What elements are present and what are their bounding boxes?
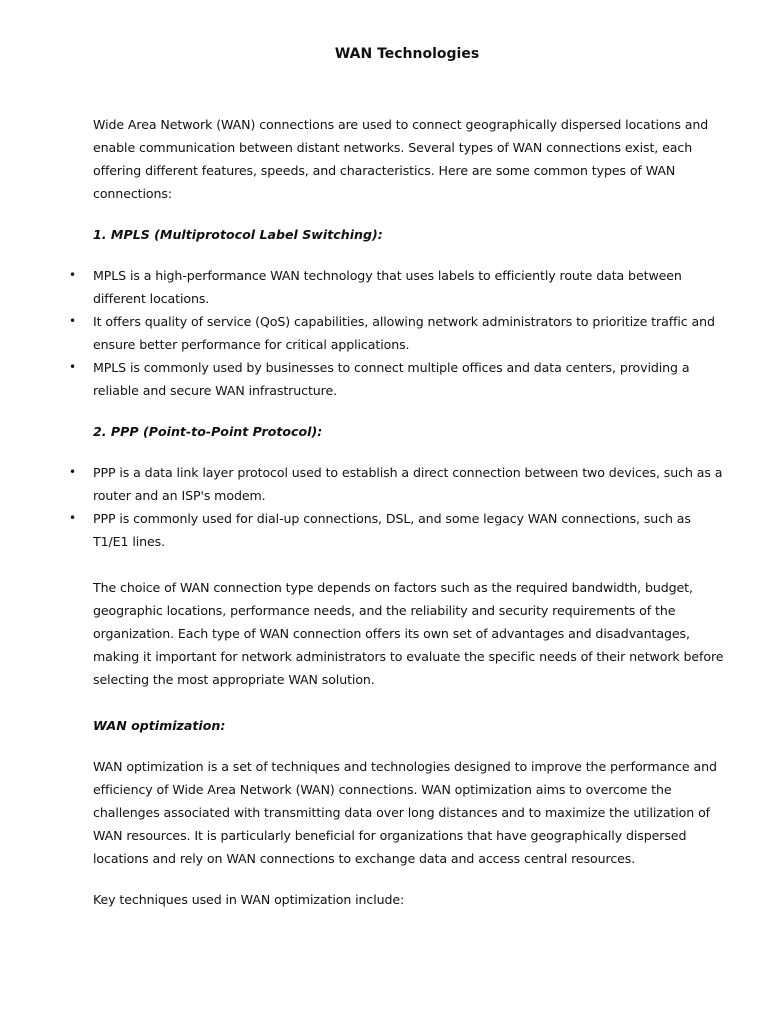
document-body (69, 113, 725, 911)
section-heading-ppp: 2. PPP (Point-to-Point Protocol): (93, 424, 323, 439)
list-item-text: PPP is commonly used for dial-up connections, DSL, and some legacy WAN connections, such as T1/E1 lines. (93, 511, 691, 549)
mpls-bullet-list (69, 264, 725, 402)
list-item-text: PPP is a data link layer protocol used to establish a direct connection between two devices, such as a router and an ISP's modem. (93, 465, 723, 503)
bullet-icon: • (69, 360, 76, 374)
bullet-icon: • (69, 465, 76, 479)
list-item-text: MPLS is a high-performance WAN technology that uses labels to efficiently route data between different locations. (93, 268, 682, 306)
list-item (69, 507, 725, 553)
section-heading-wan-optimization: WAN optimization: (93, 718, 226, 733)
bullet-icon: • (69, 511, 76, 525)
list-item (69, 461, 725, 507)
list-item-text: It offers quality of service (QoS) capabilities, allowing network administrators to prioritize traffic and ensure better performance for critical applications. (93, 314, 715, 352)
key-techniques-line: Key techniques used in WAN optimization include: (93, 892, 405, 907)
list-item (69, 310, 725, 356)
list-item (69, 356, 725, 402)
optimization-paragraph: WAN optimization is a set of techniques and technologies designed to improve the performance and efficiency of Wide Area Network (WAN) connections. WAN optimization aims to overcome the challenges associated with transmitting data over long distances and to maximize the utilization of WAN resources. It is particularly beneficial for organizations that have geographically dispersed locations and rely on WAN connections to exchange data and access central resources. (93, 759, 717, 866)
list-item (69, 264, 725, 310)
choice-paragraph: The choice of WAN connection type depends on factors such as the required bandwidth, budget, geographic locations, performance needs, and the reliability and security requirements of the organization. Each type of WAN connection offers its own set of advantages and disadvantages, making it important for network administrators to evaluate the specific needs of their network before selecting the most appropriate WAN solution. (93, 580, 724, 687)
ppp-bullet-list (69, 461, 725, 553)
bullet-icon: • (69, 314, 76, 328)
document-title: WAN Technologies (334, 46, 480, 62)
section-heading-mpls: 1. MPLS (Multiprotocol Label Switching): (93, 227, 383, 242)
intro-paragraph: Wide Area Network (WAN) connections are used to connect geographically dispersed locations and enable communication between distant networks. Several types of WAN connections exist, each offering different features, speeds, and characteristics. Here are some common types of WAN connections: (93, 117, 709, 201)
bullet-icon: • (69, 268, 76, 282)
list-item-text: MPLS is commonly used by businesses to connect multiple offices and data centers, providing a reliable and secure WAN infrastructure. (93, 360, 690, 398)
